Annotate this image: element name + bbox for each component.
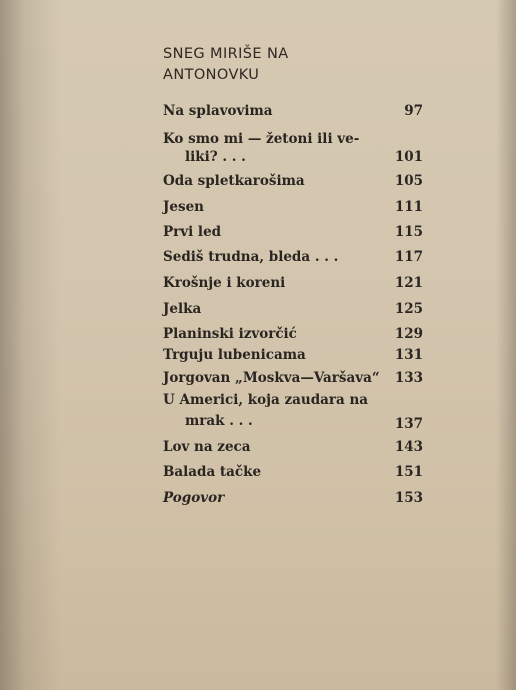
toc-entry-page: 129 <box>394 326 423 342</box>
toc-entry-page: 117 <box>394 249 423 265</box>
toc-entry-title-line-2: liki? . . . <box>185 149 246 165</box>
toc-entry <box>163 223 423 241</box>
toc-entry-title: Planinski izvorčić <box>163 326 297 342</box>
toc-entry <box>163 198 423 216</box>
toc-entry-title: Na splavovima <box>163 103 273 119</box>
toc-entry <box>163 300 423 318</box>
toc-entry-title: Balada tačke <box>163 464 262 480</box>
toc-entry-page: 115 <box>394 224 423 240</box>
toc-entry <box>163 130 423 166</box>
section-heading-line-2: ANTONOVKU <box>163 67 260 83</box>
toc-entry-page: 111 <box>394 199 423 215</box>
toc-entry-title: Sediš trudna, bleda . . . <box>163 249 339 265</box>
toc-entry-title-line-2: mrak . . . <box>185 413 253 429</box>
section-heading-line-1: SNEG MIRIŠE NA <box>163 46 289 62</box>
toc-entry <box>163 346 423 364</box>
toc-entry-page: 97 <box>404 103 423 119</box>
toc-entry-page: 153 <box>394 490 423 506</box>
toc-entry-title: Jesen <box>163 199 204 215</box>
toc-entry <box>163 463 423 481</box>
toc-entry-title-line-1: Ko smo mi — žetoni ili ve- <box>163 131 360 147</box>
section-heading <box>163 44 289 86</box>
toc-entry-title: Trguju lubenicama <box>163 347 306 363</box>
toc-entry-page: 137 <box>394 416 423 432</box>
toc-entry <box>163 274 423 292</box>
toc-entry-page: 121 <box>394 275 423 291</box>
toc-entry-page: 101 <box>394 149 423 165</box>
toc-entry-title: Jelka <box>163 301 202 317</box>
page-gutter-shadow <box>0 0 60 690</box>
toc-entry-title: Oda spletkarošima <box>163 173 305 189</box>
toc-entry <box>163 489 423 507</box>
toc-entry-title: Jorgovan „Moskva—Varšava“ <box>163 370 380 386</box>
toc-entry-title-line-1: U Americi, koja zaudara na <box>163 392 369 408</box>
toc-entry <box>163 325 423 343</box>
page-edge-shadow <box>496 0 516 690</box>
toc-entry <box>163 391 423 433</box>
toc-entry-page: 133 <box>394 370 423 386</box>
toc-entry-page: 151 <box>394 464 423 480</box>
toc-entry-page: 125 <box>394 301 423 317</box>
toc-entry-page: 105 <box>394 173 423 189</box>
toc-entry-title: Krošnje i koreni <box>163 275 286 291</box>
toc-entry <box>163 172 423 190</box>
toc-entry <box>163 369 423 387</box>
toc-entry-page: 143 <box>394 439 423 455</box>
toc-entry-title: Lov na zeca <box>163 439 251 455</box>
toc-entry-page: 131 <box>394 347 423 363</box>
toc-entry <box>163 102 423 120</box>
toc-entry <box>163 248 423 266</box>
toc-entry-title: Prvi led <box>163 224 222 240</box>
toc-entry-title: Pogovor <box>163 490 225 506</box>
toc-entry <box>163 438 423 456</box>
